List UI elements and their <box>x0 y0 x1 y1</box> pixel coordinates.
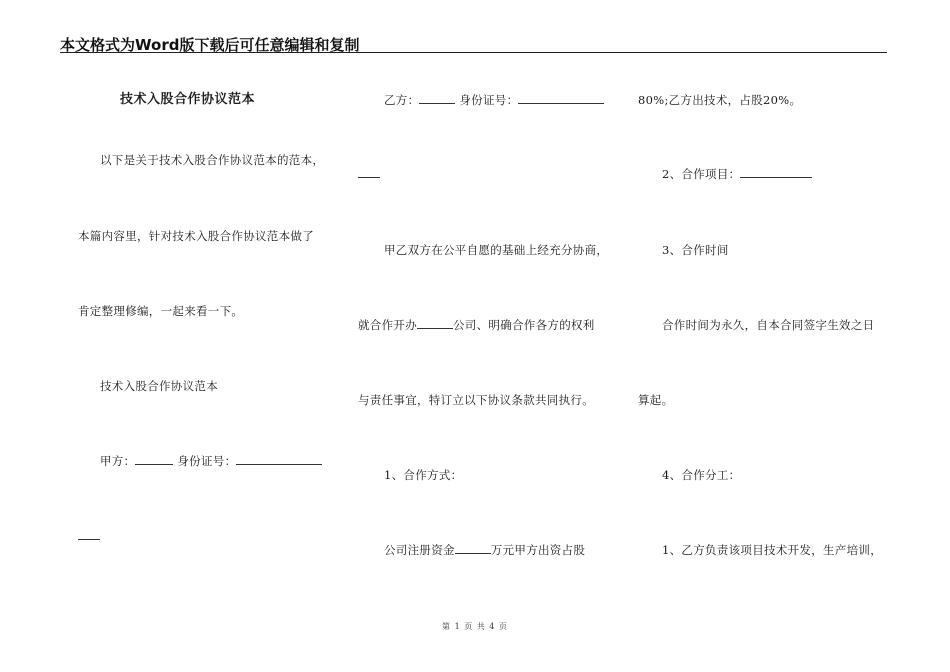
paragraph-line: 以下是关于技术入股合作协议范本的范本， <box>100 153 325 167</box>
paragraph-line: 甲乙双方在公平自愿的基础上经充分协商， <box>384 243 609 257</box>
header-divider <box>60 52 887 53</box>
company-name-blank <box>417 317 453 329</box>
paragraph-line: 合作时间为永久，自本合同签字生效之日 <box>662 318 875 332</box>
section-heading: 4、合作分工： <box>662 468 741 482</box>
paragraph-line <box>384 542 585 558</box>
party-a-label: 甲方： <box>100 454 136 468</box>
paragraph-line: 80%;乙方出技术，占股20%。 <box>638 93 802 107</box>
id-number-label: 身份证号： <box>459 93 519 107</box>
section-heading <box>662 166 812 182</box>
blank-continuation <box>358 166 380 182</box>
document-title: 技术入股合作协议范本 <box>120 92 256 107</box>
section-heading: 技术入股合作协议范本 <box>100 379 218 393</box>
text-segment: 万元甲方出资占股 <box>490 543 586 557</box>
party-a-line <box>100 453 322 469</box>
project-name-blank <box>740 166 812 178</box>
text-segment: 就合作开办 <box>358 318 417 332</box>
paragraph-line: 肯定整理修编，一起来看一下。 <box>78 304 244 318</box>
party-b-id-blank <box>518 92 604 104</box>
party-a-name-blank <box>135 453 173 465</box>
blank-continuation <box>78 528 100 544</box>
paragraph-line: 算起。 <box>638 393 674 407</box>
section-heading: 3、合作时间 <box>662 243 729 257</box>
document-header-title: 本文格式为Word版下载后可任意编辑和复制 <box>60 36 360 54</box>
party-a-id-blank <box>236 453 322 465</box>
page-number-footer: 第 1 页 共 4 页 <box>442 622 508 631</box>
text-segment: 公司注册资金 <box>384 543 455 557</box>
blank-line <box>358 166 380 178</box>
section-heading: 1、合作方式： <box>384 468 463 482</box>
party-b-label: 乙方： <box>384 93 420 107</box>
paragraph-line: 1、乙方负责该项目技术开发，生产培训， <box>662 543 883 557</box>
paragraph-line <box>358 317 595 333</box>
blank-line <box>78 528 100 540</box>
text-segment: 公司、明确合作各方的权利 <box>453 318 595 332</box>
id-number-label: 身份证号： <box>177 454 237 468</box>
party-b-name-blank <box>419 92 455 104</box>
party-b-line <box>384 92 604 108</box>
capital-amount-blank <box>455 542 491 554</box>
text-segment: 2、合作项目： <box>662 167 741 181</box>
paragraph-line: 与责任事宜，特订立以下协议条款共同执行。 <box>358 393 594 407</box>
paragraph-line: 本篇内容里，针对技术入股合作协议范本做了 <box>78 229 314 243</box>
